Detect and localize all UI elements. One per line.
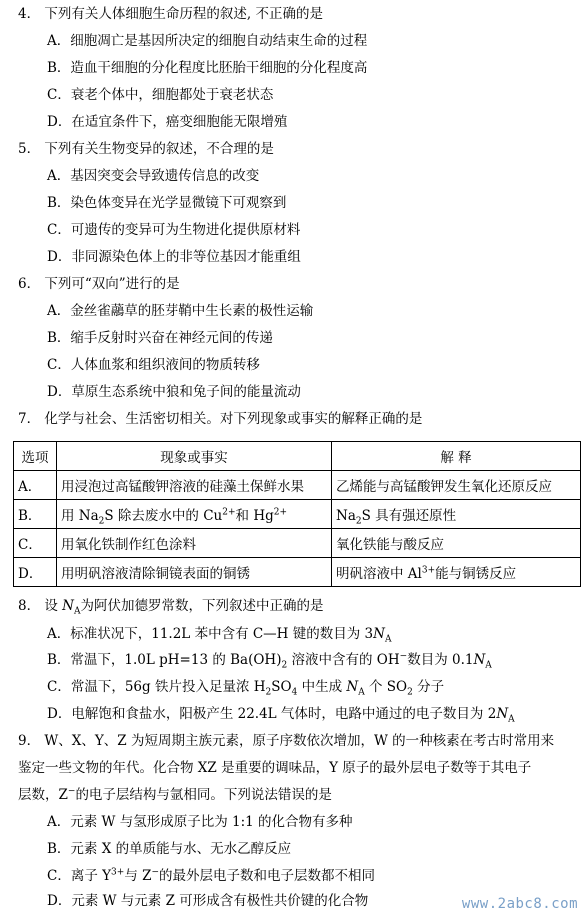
question-7-table [13,441,581,587]
question-6-stem: 6． 下列可“双向”进行的是 [18,276,180,292]
table-cell-fact: 用浸泡过高锰酸钾溶液的硅藻土保鲜水果 [57,471,332,500]
question-6-option-a: A．金丝雀虉草的胚芽鞘中生长素的极性运输 [47,303,314,319]
question-5-option-a: A．基因突变会导致遗传信息的改变 [47,168,260,184]
table-cell-fact: 用明矾溶液清除铜镜表面的铜锈 [57,558,332,587]
table-cell-option: D． [14,558,57,587]
table-header-option: 选项 [14,442,57,471]
table-header-explanation: 解 释 [332,442,581,471]
watermark: www.2abc8.com [461,896,578,912]
table-cell-option: C． [14,529,57,558]
table-row [14,471,581,500]
question-6-option-c: C．人体血浆和组织液间的物质转移 [47,357,260,373]
question-4-option-c: C．衰老个体中，细胞都处于衰老状态 [47,87,274,103]
question-7-stem: 7． 化学与社会、生活密切相关。对下列现象或事实的解释正确的是 [18,411,423,427]
table-cell-option: A． [14,471,57,500]
question-9-paragraph-2: 层数，Z−的电子层结构与氩相同。下列说法错误的是 [18,786,332,803]
table-row [14,558,581,587]
question-8-option-b: B．常温下，1.0L pH=13 的 $Ba(OH)_2$ 溶液中含有的 OH−数目为 $0.1N_A$ [47,651,492,671]
question-5-option-c: C．可遗传的变异可为生物进化提供原材料 [47,222,301,238]
question-5-option-b: B．染色体变异在光学显微镜下可观察到 [47,195,287,211]
question-6-option-b: B．缩手反射时兴奋在神经元间的传递 [47,330,273,346]
question-5-option-d: D．非同源染色体上的非等位基因才能重组 [47,249,301,265]
question-9-option-a: A．元素 W 与氢形成原子比为 1:1 的化合物有多种 [47,814,353,830]
table-cell-fact: 用氧化铁制作红色涂料 [57,529,332,558]
table-header-fact: 现象或事实 [57,442,332,471]
table-cell-explanation: 氧化铁能与酸反应 [332,529,581,558]
table-row [14,529,581,558]
question-9-option-c: C．离子 $Y^{3+}$与 Z−的最外层电子数和电子层数都不相同 [47,867,376,884]
table-cell-explanation: 乙烯能与高锰酸钾发生氧化还原反应 [332,471,581,500]
question-9-paragraph-1: 鉴定一些文物的年代。化合物 XZ 是重要的调味品，Y 原子的最外层电子数等于其电子 [18,760,532,776]
table-row [14,500,581,529]
question-9-option-b: B．元素 X 的单质能与水、无水乙醇反应 [47,841,292,857]
question-8-stem: 8． 设 $N_A$为阿伏加德罗常数，下列叙述中正确的是 [18,598,324,617]
question-8-option-a: A．标准状况下，11.2L 苯中含有 C—H 键的数目为 $3N_A$ [47,626,392,645]
question-9-option-d: D．元素 W 与元素 Z 可形成含有极性共价键的化合物 [47,893,369,909]
question-4-option-a: A．细胞凋亡是基因所决定的细胞自动结束生命的过程 [47,33,368,49]
question-4-option-b: B．造血干细胞的分化程度比胚胎干细胞的分化程度高 [47,60,368,76]
table-cell-option: B． [14,500,57,529]
table-cell-fact: 用 $Na_2S$ 除去废水中的 $Cu^{2+}$和 $Hg^{2+}$ [57,500,332,529]
question-8-option-c: C．常温下，56g 铁片投入足量浓 $H_2SO_4$ 中生成 $N_A$ 个 $SO_2$ 分子 [47,679,445,698]
question-4-option-d: D．在适宜条件下，癌变细胞能无限增殖 [47,114,288,130]
question-9-stem: 9． W、X、Y、Z 为短周期主族元素，原子序数依次增加，W 的一种核素在考古时常用来 [18,733,555,749]
question-6-option-d: D．草原生态系统中狼和兔子间的能量流动 [47,384,301,400]
question-8-option-d: D．电解饱和食盐水，阳极产生 22.4L 气体时，电路中通过的电子数目为 $2N_A$ [47,706,515,725]
table-cell-explanation: 明矾溶液中 $Al^{3+}$能与铜锈反应 [332,558,581,587]
table-cell-explanation: $Na_2S$ 具有强还原性 [332,500,581,529]
question-5-stem: 5． 下列有关生物变异的叙述，不合理的是 [18,141,274,157]
question-4-stem: 4． 下列有关人体细胞生命历程的叙述, 不正确的是 [18,6,323,22]
table-header-row [14,442,581,471]
